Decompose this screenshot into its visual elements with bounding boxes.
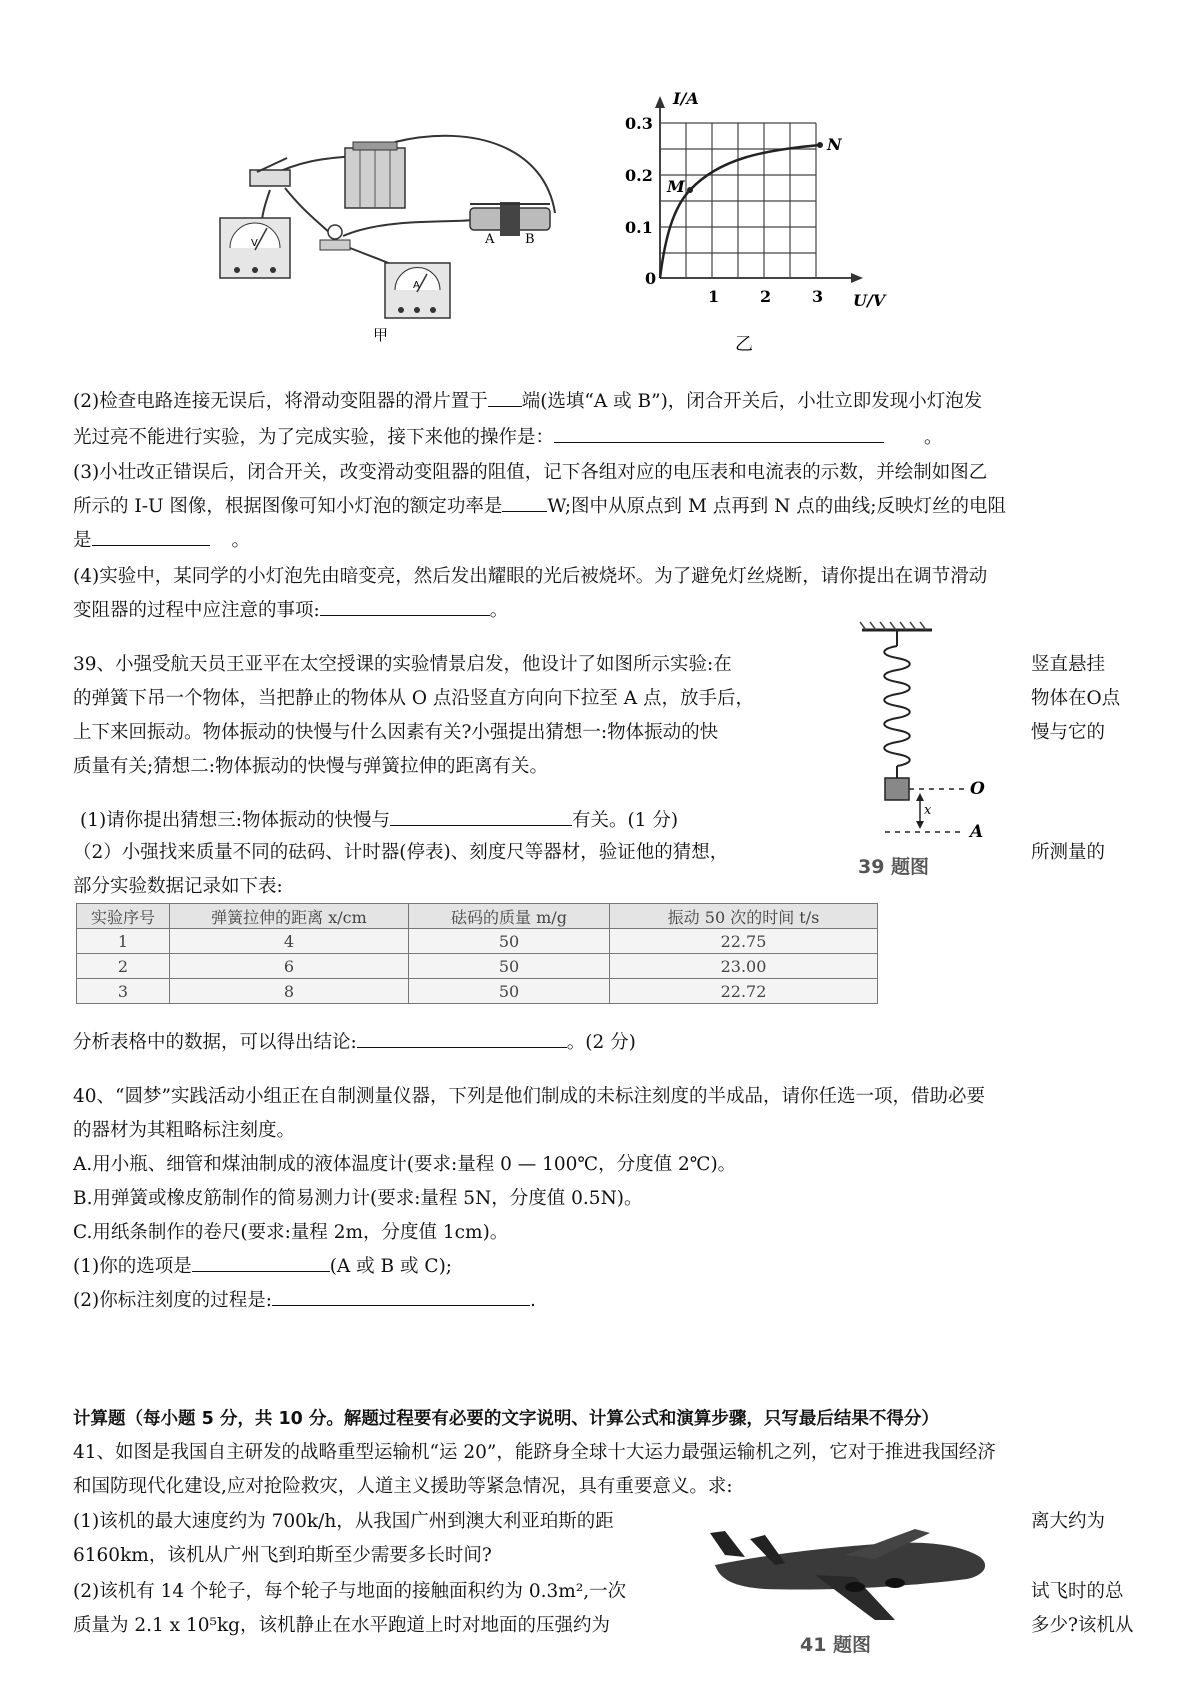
q38-p2-line2: 光过亮不能进行实验，为了完成实验，接下来他的操作是： 。 [73, 421, 943, 455]
table-cell: 4 [170, 929, 409, 954]
airplane-icon [710, 1529, 985, 1620]
figure-41-label: 41 题图 [800, 1634, 872, 1656]
answer-blank-notice[interactable] [320, 595, 490, 616]
q40-line1: 40、“圆梦”实践活动小组正在自制测量仪器，下列是他们制成的未标注刻度的半成品，请你任选一项，借助必要 [73, 1086, 985, 1107]
q40-line2: 的器材为其粗略标注刻度。 [73, 1120, 296, 1141]
circuit-diagram-jia [215, 128, 575, 348]
q38-p3-line1: (3)小壮改正错误后，闭合开关，改变滑动变阻器的阻值，记下各组对应的电压表和电流表的示数，并绘制如图乙 [73, 462, 988, 483]
x-tick-2: 2 [760, 287, 772, 306]
iu-graph-yi [615, 88, 895, 368]
table-cell: 23.00 [610, 954, 878, 979]
q38-p2-line1: (2)检查电路连接无误后，将滑动变阻器的滑片置于 端(选填“A 或 B”)，闭合开关后，小壮立即发现小灯泡发 [73, 385, 982, 419]
q40-option-c: C.用纸条制作的卷尺(要求:量程 2m，分度值 1cm)。 [73, 1222, 509, 1243]
table-cell: 6 [170, 954, 409, 979]
table-cell: 2 [77, 954, 170, 979]
q39-sub1: (1)请你提出猜想三:物体振动的快慢与 有关。(1 分) [80, 804, 678, 838]
answer-blank-option[interactable] [192, 1251, 330, 1272]
q41-sub1-line2: 6160km，该机从广州飞到珀斯至少需要多长时间? [73, 1545, 492, 1566]
x-tick-1: 1 [708, 287, 720, 306]
table-header-cell: 砝码的质量 m/g [409, 904, 610, 929]
answer-blank-guess3[interactable] [390, 805, 572, 826]
table-header-cell: 弹簧拉伸的距离 x/cm [170, 904, 409, 929]
q39-line3: 上下来回振动。物体振动的快慢与什么因素有关?小强提出猜想一:物体振动的快 [73, 722, 719, 743]
q41-sub2-line2: 质量为 2.1 x 10⁵kg，该机静止在水平跑道上时对地面的压强约为 [73, 1615, 611, 1636]
q39-sub2: （2）小强找来质量不同的砝码、计时器(停表)、刻度尺等器材，验证他的猜想， [73, 842, 729, 863]
q39-line2-right: 物体在O点 [1031, 688, 1121, 709]
q38-p3-line2: 所示的 I-U 图像，根据图像可知小灯泡的额定功率是 W;图中从原点到 M 点再到 N 点的曲线;反映灯丝的电阻 [73, 490, 1006, 524]
y-tick-0-2: 0.2 [625, 166, 653, 185]
ammeter-icon [385, 263, 450, 318]
point-m-label: M [667, 177, 685, 196]
table-cell: 8 [170, 979, 409, 1004]
calc-section-heading: 计算题（每小题 5 分，共 10 分。解题过程要有必要的文字说明、计算公式和演算步骤，只写最后结果不得分） [73, 1409, 939, 1429]
x-axis-label: U/V [853, 291, 886, 310]
answer-blank-resistance[interactable] [92, 525, 210, 546]
table-row [77, 954, 878, 979]
q38-p4-line1: (4)实验中，某同学的小灯泡先由暗变亮，然后发出耀眼的光后被烧坏。为了避免灯丝烧断，请你提出在调节滑动 [73, 566, 988, 587]
q40-option-b: B.用弹簧或橡皮筋制作的简易测力计(要求:量程 5N，分度值 0.5N)。 [73, 1188, 643, 1209]
y-axis-label: I/A [673, 89, 699, 108]
voltmeter-label: V [251, 238, 258, 249]
data-table [76, 903, 878, 1004]
q40-sub2: (2)你标注刻度的过程是: . [73, 1284, 536, 1318]
table-row [77, 979, 878, 1004]
q39-line2: 的弹簧下吊一个物体，当把静止的物体从 O 点沿竖直方向向下拉至 A 点，放手后， [73, 688, 755, 709]
spring-figure-39 [840, 618, 1000, 883]
table-header-row [77, 904, 878, 929]
figure-jia-label: 甲 [373, 326, 389, 344]
q39-line4: 质量有关;猜想二:物体振动的快慢与弹簧拉伸的距离有关。 [73, 756, 548, 777]
q40-option-a: A.用小瓶、细管和煤油制成的液体温度计(要求:量程 0 — 100℃，分度值 2℃)。 [73, 1154, 737, 1175]
q41-sub2-right: 试飞时的总 [1031, 1581, 1124, 1602]
q39-line3-right: 慢与它的 [1031, 722, 1106, 743]
table-cell: 22.72 [610, 979, 878, 1004]
y-tick-0: 0 [645, 269, 657, 288]
table-header-cell: 振动 50 次的时间 t/s [610, 904, 878, 929]
y-tick-0-3: 0.3 [625, 114, 653, 133]
figure-yi-label: 乙 [735, 334, 753, 355]
q38-p4-line2: 变阻器的过程中应注意的事项: 。 [73, 594, 508, 628]
q39-line1: 39、小强受航天员王亚平在太空授课的实验情景启发，他设计了如图所示实验:在 [73, 654, 732, 675]
q41-line1: 41、如图是我国自主研发的战略重型运输机“运 20”，能跻身全球十大运力最强运输机之列，它对于推进我国经济 [73, 1442, 996, 1463]
table-cell: 50 [409, 929, 610, 954]
point-n-label: N [827, 135, 842, 154]
q39-sub2-right: 所测量的 [1031, 842, 1106, 863]
table-cell: 50 [409, 954, 610, 979]
airplane-figure-41 [705, 1525, 1005, 1660]
point-o-label: O [970, 779, 985, 799]
figure-39-label: 39 题图 [858, 856, 930, 878]
y-tick-0-1: 0.1 [625, 218, 653, 237]
answer-blank-operation[interactable] [554, 422, 884, 443]
table-cell: 1 [77, 929, 170, 954]
q39-sub2-line2: 部分实验数据记录如下表: [73, 876, 283, 897]
answer-blank-power[interactable] [502, 491, 547, 512]
q41-sub2: (2)该机有 14 个轮子，每个轮子与地面的接触面积约为 0.3m²,一次 [73, 1581, 627, 1602]
table-header-cell: 实验序号 [77, 904, 170, 929]
q41-line2: 和国防现代化建设,应对抢险救灾，人道主义援助等紧急情况，具有重要意义。求: [73, 1476, 733, 1497]
x-tick-3: 3 [812, 287, 824, 306]
answer-blank-process[interactable] [272, 1285, 530, 1306]
ammeter-label: A [413, 280, 420, 291]
table-cell: 3 [77, 979, 170, 1004]
point-a-label: A [970, 822, 984, 842]
rheostat-terminal-b: B [525, 232, 535, 247]
q38-p3-line3: 是 。 [73, 524, 250, 558]
q41-sub1-right: 离大约为 [1031, 1511, 1106, 1532]
q39-line1-right: 竖直悬挂 [1031, 654, 1106, 675]
table-cell: 50 [409, 979, 610, 1004]
answer-blank-end[interactable] [488, 386, 522, 407]
answer-blank-conclusion[interactable] [357, 1027, 567, 1048]
q41-sub1: (1)该机的最大速度约为 700k/h，从我国广州到澳大利亚珀斯的距 [73, 1511, 614, 1532]
voltmeter-icon [220, 218, 290, 278]
spring-x-label: x [924, 803, 932, 818]
table-cell: 22.75 [610, 929, 878, 954]
rheostat-terminal-a: A [485, 232, 495, 247]
q41-sub2-line2-right: 多少?该机从 [1031, 1615, 1134, 1636]
q40-sub1: (1)你的选项是 (A 或 B 或 C); [73, 1250, 452, 1284]
q39-conclusion: 分析表格中的数据，可以得出结论: 。(2 分) [73, 1026, 636, 1060]
table-row [77, 929, 878, 954]
